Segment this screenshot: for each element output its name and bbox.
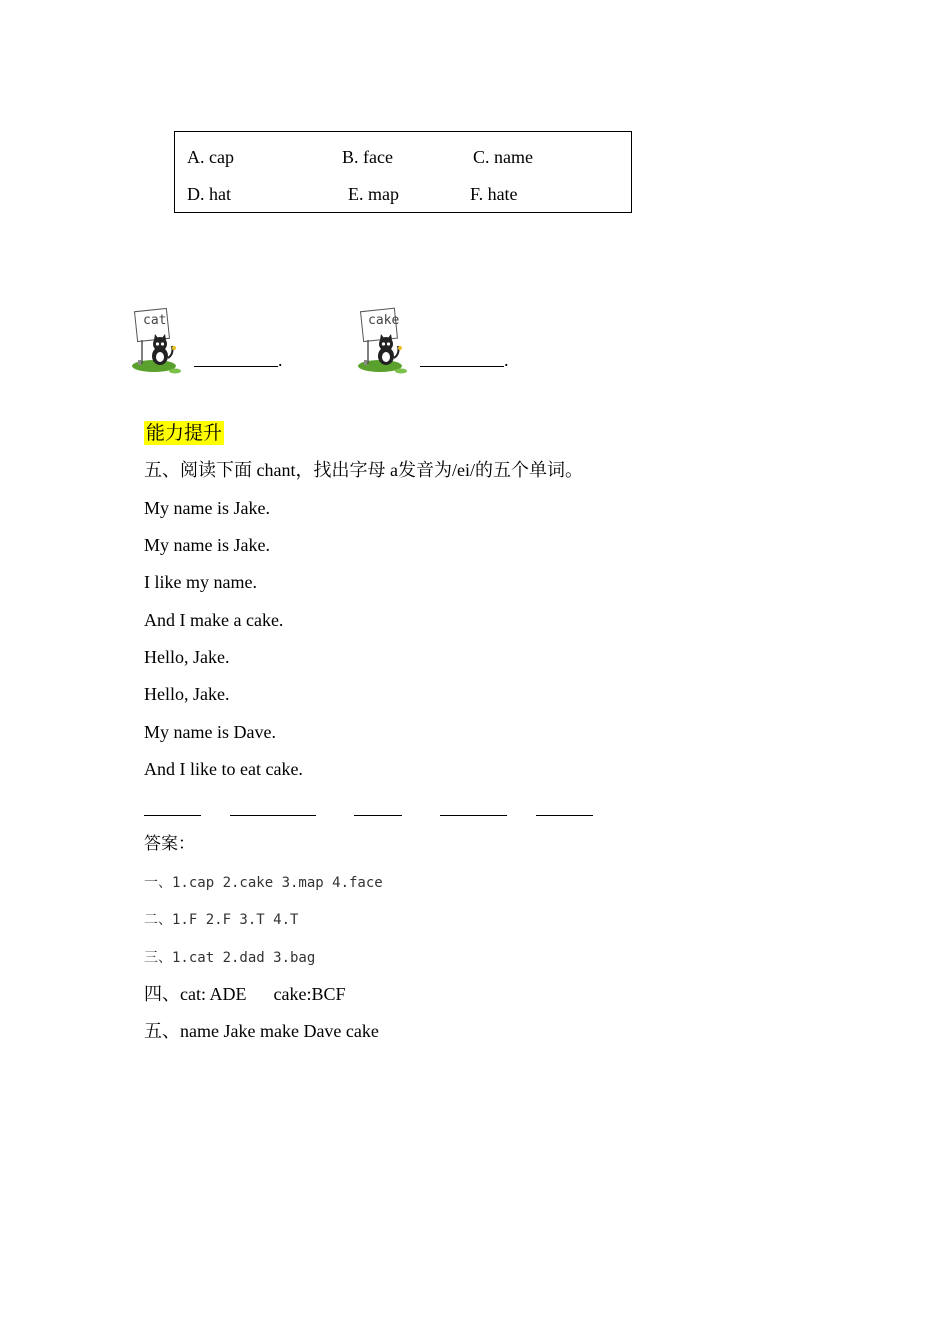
answers-heading: 答案： <box>144 834 195 854</box>
answer-blank-cat[interactable] <box>194 366 278 367</box>
blank-period-cake: . <box>504 350 509 370</box>
answer-line-2: 二、1.F 2.F 3.T 4.T <box>144 912 299 928</box>
chant-line: Hello, Jake. <box>144 647 230 667</box>
answer-blank-2[interactable] <box>230 815 316 816</box>
word-options-box <box>174 131 632 213</box>
chant-line: My name is Jake. <box>144 535 270 555</box>
section-title: 能力提升 <box>146 422 223 444</box>
sign-label-cake: cake <box>368 313 400 328</box>
option-f: F. hate <box>470 184 518 204</box>
option-d: D. hat <box>187 184 231 204</box>
answer-blank-1[interactable] <box>144 815 201 816</box>
answer-blank-cake[interactable] <box>420 366 504 367</box>
sign-label-cat: cat <box>143 313 167 328</box>
chant-line: My name is Jake. <box>144 498 270 518</box>
answer-line-1: 一、1.cap 2.cake 3.map 4.face <box>144 875 383 891</box>
answer-blank-3[interactable] <box>354 815 402 816</box>
blank-period-cat: . <box>278 350 283 370</box>
chant-line: And I make a cake. <box>144 610 284 630</box>
answer-line-5: 五、name Jake make Dave cake <box>144 1021 379 1041</box>
chant-line: My name is Dave. <box>144 722 276 742</box>
answer-blank-4[interactable] <box>440 815 507 816</box>
answer-line-4: 四、cat: ADE cake:BCF <box>144 984 346 1004</box>
option-a: A. cap <box>187 147 234 167</box>
exercise-5-instruction: 五、阅读下面 chant，找出字母 a发音为/ei/的五个单词。 <box>144 460 583 480</box>
chant-line: Hello, Jake. <box>144 684 230 704</box>
option-b: B. face <box>342 147 393 167</box>
answer-blank-5[interactable] <box>536 815 593 816</box>
answer-line-3: 三、1.cat 2.dad 3.bag <box>144 950 316 966</box>
chant-line: I like my name. <box>144 572 257 592</box>
chant-line: And I like to eat cake. <box>144 759 303 779</box>
option-e: E. map <box>348 184 399 204</box>
option-c: C. name <box>473 147 533 167</box>
